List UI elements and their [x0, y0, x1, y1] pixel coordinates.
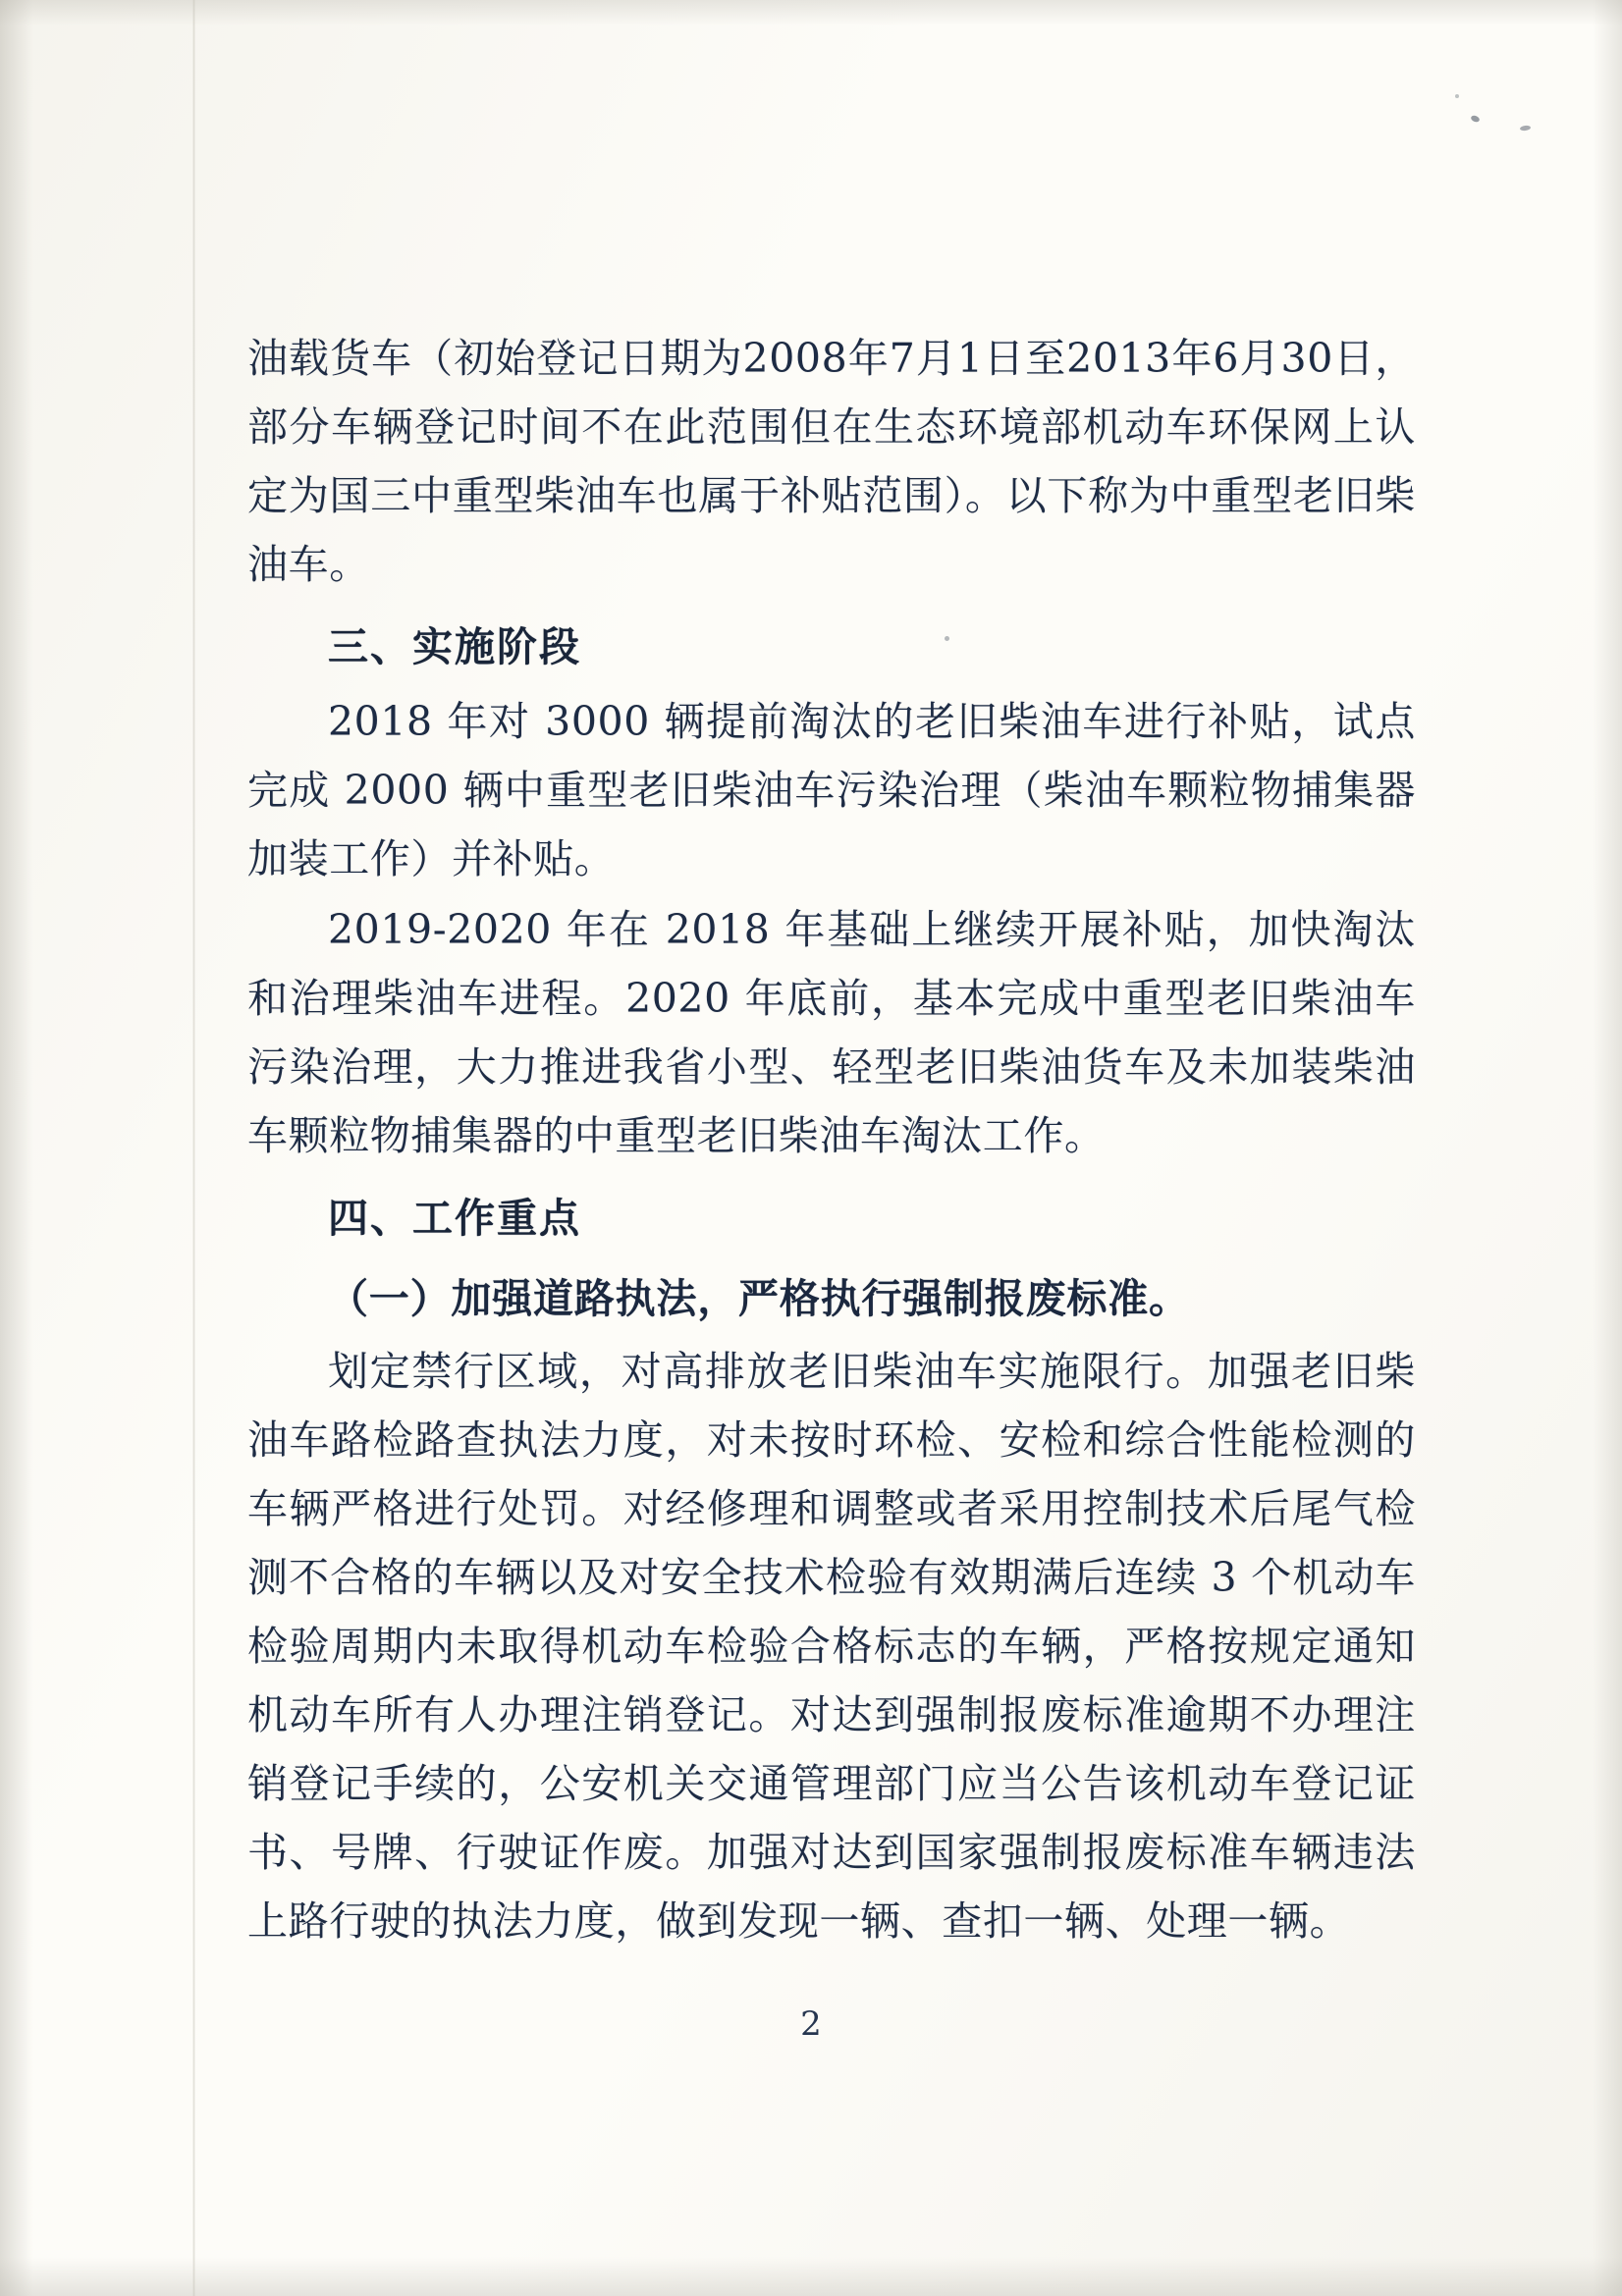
- ink-speck-artifact: [1520, 125, 1532, 131]
- page-number: 2: [800, 2004, 822, 2044]
- page-edge-bottom-shadow: [0, 2257, 1622, 2296]
- body-paragraph-2018-subsidy: 2018 年对 3000 辆提前淘汰的老旧柴油车进行补贴，试点完成 2000 辆中重型老旧柴油车污染治理（柴油车颗粒物捕集器加装工作）并补贴。: [247, 698, 1416, 882]
- page-edge-top-shadow: [0, 0, 1622, 26]
- body-paragraph-enforcement-details: 划定禁行区域，对高排放老旧柴油车实施限行。加强老旧柴油车路检路查执法力度，对未按时环检、安检和综合性能检测的车辆严格进行处罚。对经修理和调整或者采用控制技术后尾气检测不合格的车辆以及对安全技术检验有效期满后连续 3 个机动车检验周期内未取得机动车检验合格标志的车辆，严格按规定通知机动车所有人办理注销登记。对达到强制报废标准逾期不办理注销登记手续的，公安机关交通管理部门应当公告该机动车登记证书、号牌、行驶证作废。加强对达到国家强制报废标准车辆违法上路行驶的执法力度，做到发现一辆、查扣一辆、处理一辆。: [247, 1348, 1416, 1945]
- page-edge-left-shadow: [0, 0, 33, 2296]
- subsection-heading-road-enforcement: （一）加强道路执法，严格执行强制报废标准。: [328, 1275, 1190, 1322]
- section-heading-implementation-phases: 三、实施阶段: [328, 623, 581, 670]
- page-edge-right-shadow: [1593, 0, 1622, 2296]
- body-paragraph-continued: 油载货车（初始登记日期为2008年7月1日至2013年6月30日，部分车辆登记时间不在此范围但在生态环境部机动车环保网上认定为国三中重型柴油车也属于补贴范围）。以下称为中重型老旧柴油车。: [247, 335, 1416, 588]
- document-body: [247, 324, 1416, 1957]
- section-heading-key-work: 四、工作重点: [328, 1195, 581, 1242]
- ink-speck-artifact: [1455, 94, 1459, 98]
- ink-speck-artifact: [1470, 115, 1481, 124]
- body-paragraph-2019-2020-subsidy: 2019-2020 年在 2018 年基础上继续开展补贴，加快淘汰和治理柴油车进程。2020 年底前，基本完成中重型老旧柴油车污染治理，大力推进我省小型、轻型老旧柴油货车及未加装柴油车颗粒物捕集器的中重型老旧柴油车淘汰工作。: [247, 906, 1416, 1159]
- paper-fold-line: [192, 0, 195, 2296]
